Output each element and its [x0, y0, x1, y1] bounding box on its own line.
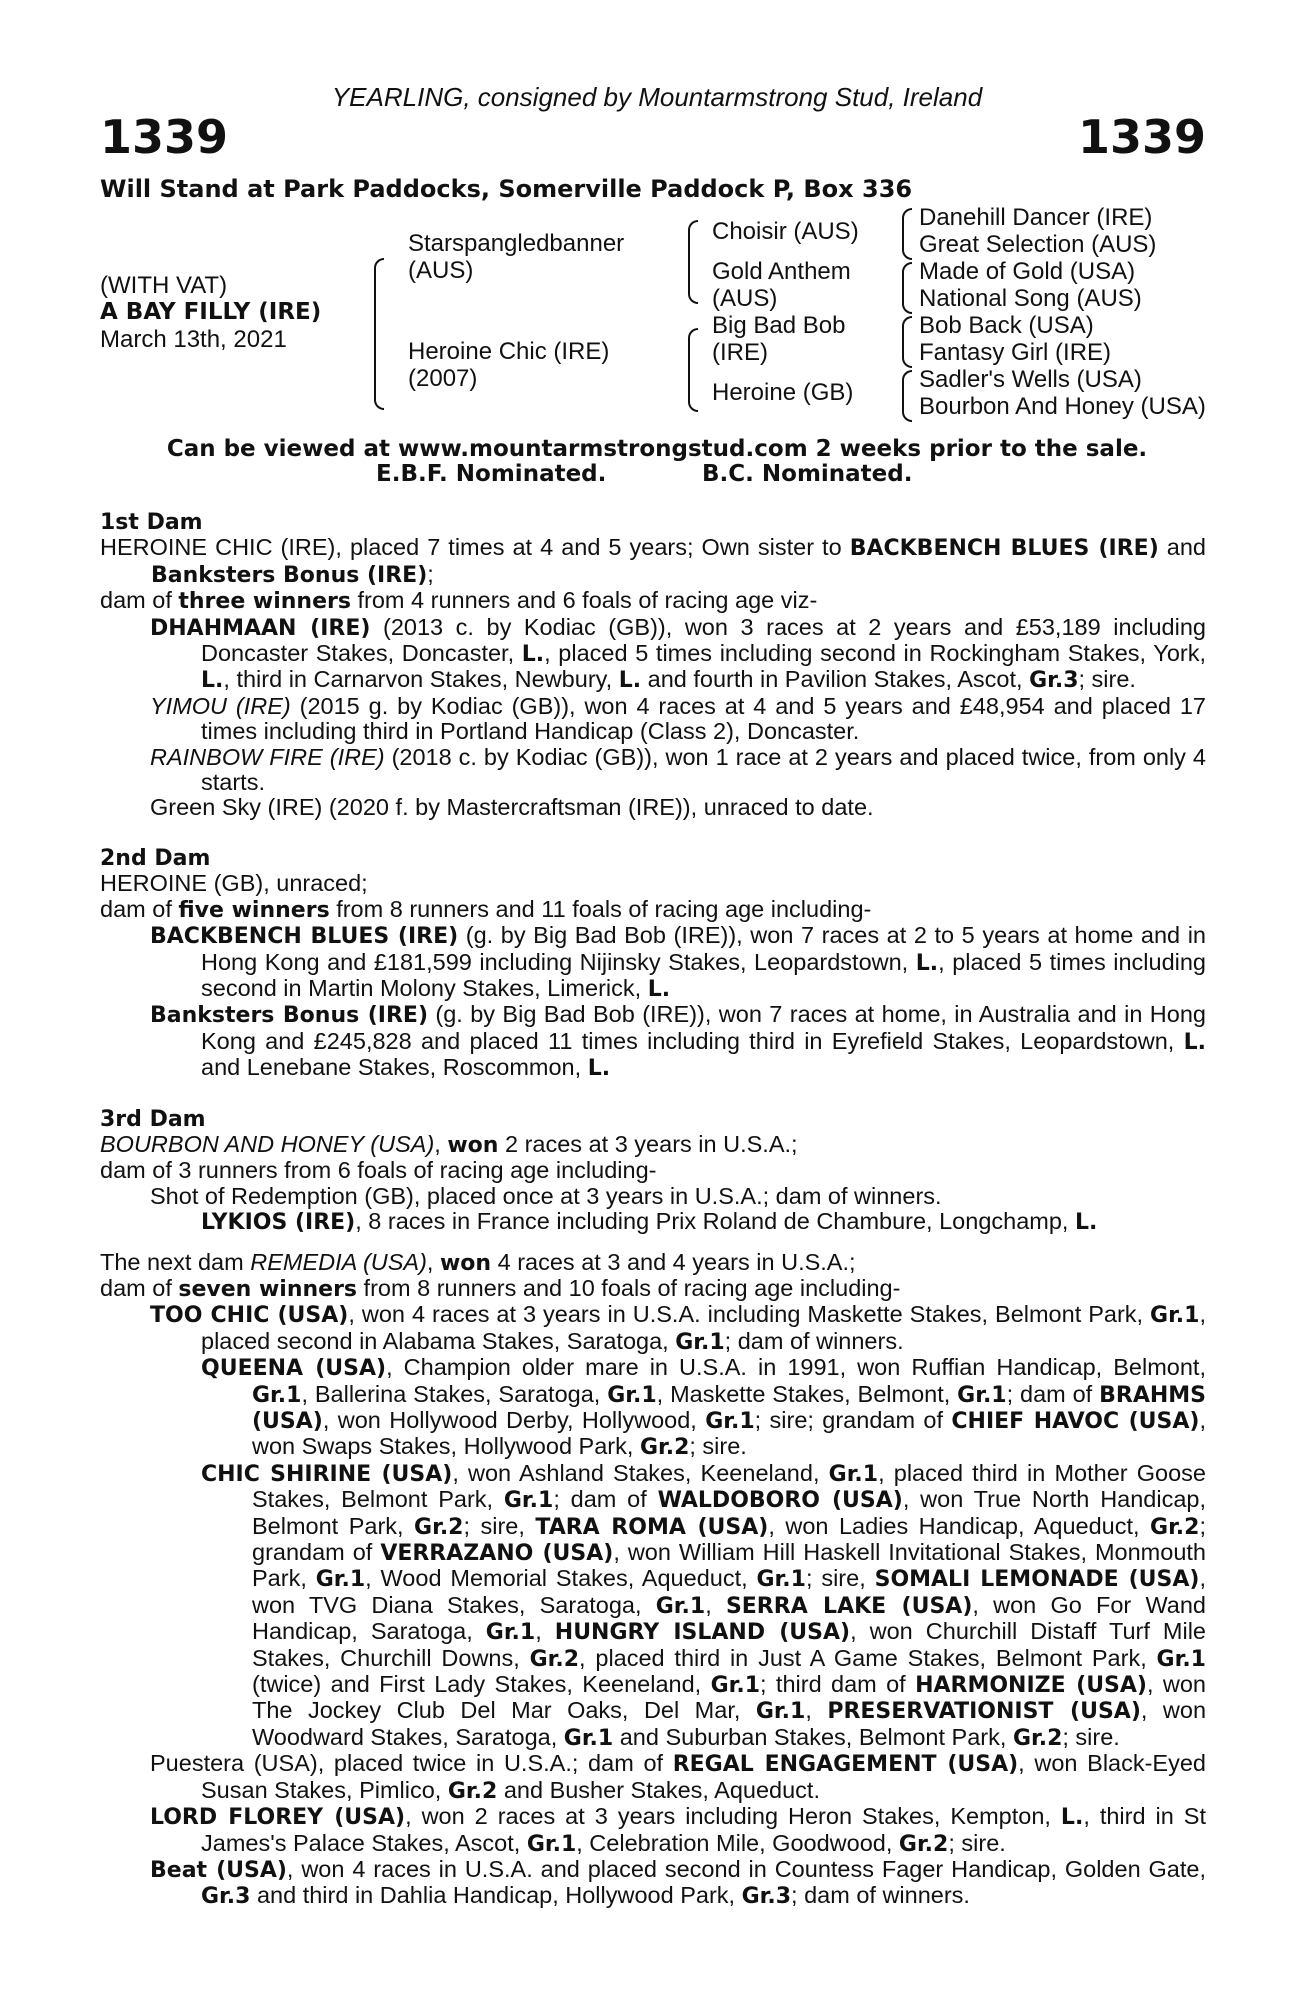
lot-number-right: 1339: [1077, 110, 1206, 164]
ebf-notice: E.B.F. Nominated.: [376, 461, 607, 487]
dam-name: Heroine Chic (IRE): [408, 338, 610, 365]
third-dam-produce: dam of 3 runners from 6 foals of racing age including-: [100, 1157, 657, 1184]
dam-year: (2007): [408, 365, 478, 392]
offspring-rainbow-fire: RAINBOW FIRE (IRE) (2018 c. by Kodiac (GB)), won 1 race at 2 years and placed twice, from only 4 starts.: [150, 743, 1206, 796]
ggs-3: Made of Gold (USA): [919, 258, 1136, 285]
viewing-notice: Can be viewed at www.mountarmstrongstud.com 2 weeks prior to the sale.: [166, 436, 1148, 462]
sire-dam-country: (AUS): [712, 285, 778, 312]
third-dam-heading: 3rd Dam: [100, 1106, 206, 1132]
offspring-too-chic: TOO CHIC (USA), won 4 races at 3 years in U.S.A. including Maskette Stakes, Belmont Park, Gr.1, placed second in Alabama Stakes, Saratoga, Gr.1; dam of winners.: [150, 1301, 1206, 1355]
offspring-banksters-bonus: Banksters Bonus (IRE) (g. by Big Bad Bob (IRE)), won 7 races at home, in Australia and in Hong Kong and £245,828 and placed 11 times including third in Eyrefield Stakes, Leopardstown, L. and Lenebane Stakes, Roscommon, L.: [150, 1001, 1206, 1082]
second-dam-produce: dam of five winners from 8 runners and 11 foals of racing age including-: [100, 895, 872, 923]
offspring-lord-florey: LORD FLOREY (USA), won 2 races at 3 years including Heron Stakes, Kempton, L., third in St James's Palace Stakes, Ascot, Gr.1, Celebration Mile, Goodwood, Gr.2; sire.: [150, 1803, 1206, 1857]
consignment-line: YEARLING, consigned by Mountarmstrong Stud, Ireland: [331, 82, 983, 112]
vat-label: (WITH VAT): [100, 272, 228, 299]
pedigree-notes: [100, 510, 1206, 1910]
offspring-puestera: Puestera (USA), placed twice in U.S.A.; dam of REGAL ENGAGEMENT (USA), won Black-Eyed Susan Stakes, Pimlico, Gr.2 and Busher Stakes, Aqueduct.: [150, 1750, 1206, 1804]
second-dam-heading: 2nd Dam: [100, 845, 211, 871]
ggs-4: National Song (AUS): [919, 285, 1142, 312]
ggs-6: Fantasy Girl (IRE): [919, 339, 1112, 366]
brace-dam: [688, 328, 698, 412]
dam-dam: Heroine (GB): [712, 379, 854, 406]
offspring-beat: Beat (USA), won 4 races in U.S.A. and placed second in Countess Fager Handicap, Golden Gate, Gr.3 and third in Dahlia Handicap, Hollywood Park, Gr.3; dam of winners.: [150, 1855, 1206, 1910]
brace-main: [374, 258, 384, 410]
sire-name: Starspangledbanner: [408, 230, 625, 257]
sire-sire: Choisir (AUS): [712, 218, 859, 245]
ggs-5: Bob Back (USA): [919, 312, 1094, 339]
foaling-date: March 13th, 2021: [100, 326, 287, 353]
lot-number-left: 1339: [100, 110, 229, 164]
offspring-chic-shirine: CHIC SHIRINE (USA), won Ashland Stakes, Keeneland, Gr.1, placed third in Mother Goose Stakes, Belmont Park, Gr.1; dam of WALDOBORO (USA), won True North Handicap, Belmont Park, Gr.2; sire, TARA ROMA (USA), won Ladies Handicap, Aqueduct, Gr.2; grandam of VERRAZANO (USA), won William Hill Haskell Invitational Stakes, Monmouth Park, Gr.1, Wood Memorial Stakes, Aqueduct, Gr.1; sire, SOMALI LEMONADE (USA), won TVG Diana Stakes, Saratoga, Gr.1, SERRA LAKE (USA), won Go For Wand Handicap, Saratoga, Gr.1, HUNGRY ISLAND (USA), won Churchill Distaff Turf Mile Stakes, Churchill Downs, Gr.2, placed third in Just A Game Stakes, Belmont Park, Gr.1 (twice) and First Lady Stakes, Keeneland, Gr.1; third dam of HARMONIZE (USA), won The Jockey Club Del Mar Oaks, Del Mar, Gr.1, PRESERVATIONIST (USA), won Woodward Stakes, Saratoga, Gr.1 and Suburban Stakes, Belmont Park, Gr.2; sire.: [201, 1459, 1207, 1751]
next-dam-produce: dam of seven winners from 8 runners and 10 foals of racing age including-: [100, 1274, 901, 1302]
ggs-1: Danehill Dancer (IRE): [919, 204, 1153, 231]
first-dam-produce: dam of three winners from 4 runners and 6 foals of racing age viz-: [100, 587, 818, 615]
offspring-queena: QUEENA (USA), Champion older mare in U.S.A. in 1991, won Ruffian Handicap, Belmont, Gr.1, Ballerina Stakes, Saratoga, Gr.1, Maskette Stakes, Belmont, Gr.1; dam of BRAHMS (USA), won Hollywood Derby, Hollywood, Gr.1; sire; grandam of CHIEF HAVOC (USA), won Swaps Stakes, Hollywood Park, Gr.2; sire.: [201, 1354, 1207, 1461]
sire-dam: Gold Anthem: [712, 258, 851, 285]
sire-country: (AUS): [408, 257, 474, 284]
brace-sd: [902, 262, 912, 314]
offspring-yimou: YIMOU (IRE) (2015 g. by Kodiac (GB)), won 4 races at 4 and 5 years and £48,954 and placed 17 times including third in Portland Handicap (Class 2), Doncaster.: [150, 692, 1206, 745]
lot-name: A BAY FILLY (IRE): [100, 299, 322, 325]
brace-ds: [902, 316, 912, 368]
ggs-2: Great Selection (AUS): [919, 231, 1157, 258]
offspring-shot-of-redemption: Shot of Redemption (GB), placed once at 3 years in U.S.A.; dam of winners.: [150, 1182, 942, 1209]
ggs-8: Bourbon And Honey (USA): [919, 393, 1206, 420]
offspring-dhahmaan: DHAHMAAN (IRE) (2013 c. by Kodiac (GB)), won 3 races at 2 years and £53,189 including Doncaster Stakes, Doncaster, L., placed 5 times including second in Rockingham Stakes, York, L., third in Carnarvon Stakes, Newbury, L. and fourth in Pavilion Stakes, Ascot, Gr.3; sire.: [150, 613, 1206, 694]
brace-sire: [688, 220, 698, 304]
second-dam-line: HEROINE (GB), unraced;: [100, 870, 368, 897]
first-dam-heading: 1st Dam: [100, 510, 203, 535]
dam-sire-country: (IRE): [712, 339, 768, 366]
stand-location: Will Stand at Park Paddocks, Somerville Paddock P, Box 336: [100, 175, 913, 203]
brace-ss: [902, 208, 912, 260]
offspring-lykios: LYKIOS (IRE), 8 races in France including Prix Roland de Chambure, Longchamp, L.: [201, 1208, 1098, 1236]
third-dam-line: BOURBON AND HONEY (USA), won 2 races at 3 years in U.S.A.;: [100, 1130, 798, 1158]
next-dam-line: The next dam REMEDIA (USA), won 4 races at 3 and 4 years in U.S.A.;: [100, 1248, 856, 1276]
first-dam-line: HEROINE CHIC (IRE), placed 7 times at 4 and 5 years; Own sister to BACKBENCH BLUES (IRE) and Banksters Bonus (IRE);: [100, 534, 1206, 588]
bc-notice: B.C. Nominated.: [702, 461, 913, 487]
ggs-7: Sadler's Wells (USA): [919, 366, 1142, 393]
offspring-green-sky: Green Sky (IRE) (2020 f. by Mastercraftsman (IRE)), unraced to date.: [150, 794, 874, 821]
dam-sire: Big Bad Bob: [712, 312, 846, 339]
brace-dd: [902, 370, 912, 422]
offspring-backbench-blues: BACKBENCH BLUES (IRE) (g. by Big Bad Bob (IRE)), won 7 races at 2 to 5 years at home and in Hong Kong and £181,599 including Nijinsky Stakes, Leopardstown, L., placed 5 times including second in Martin Molony Stakes, Limerick, L.: [150, 922, 1206, 1002]
